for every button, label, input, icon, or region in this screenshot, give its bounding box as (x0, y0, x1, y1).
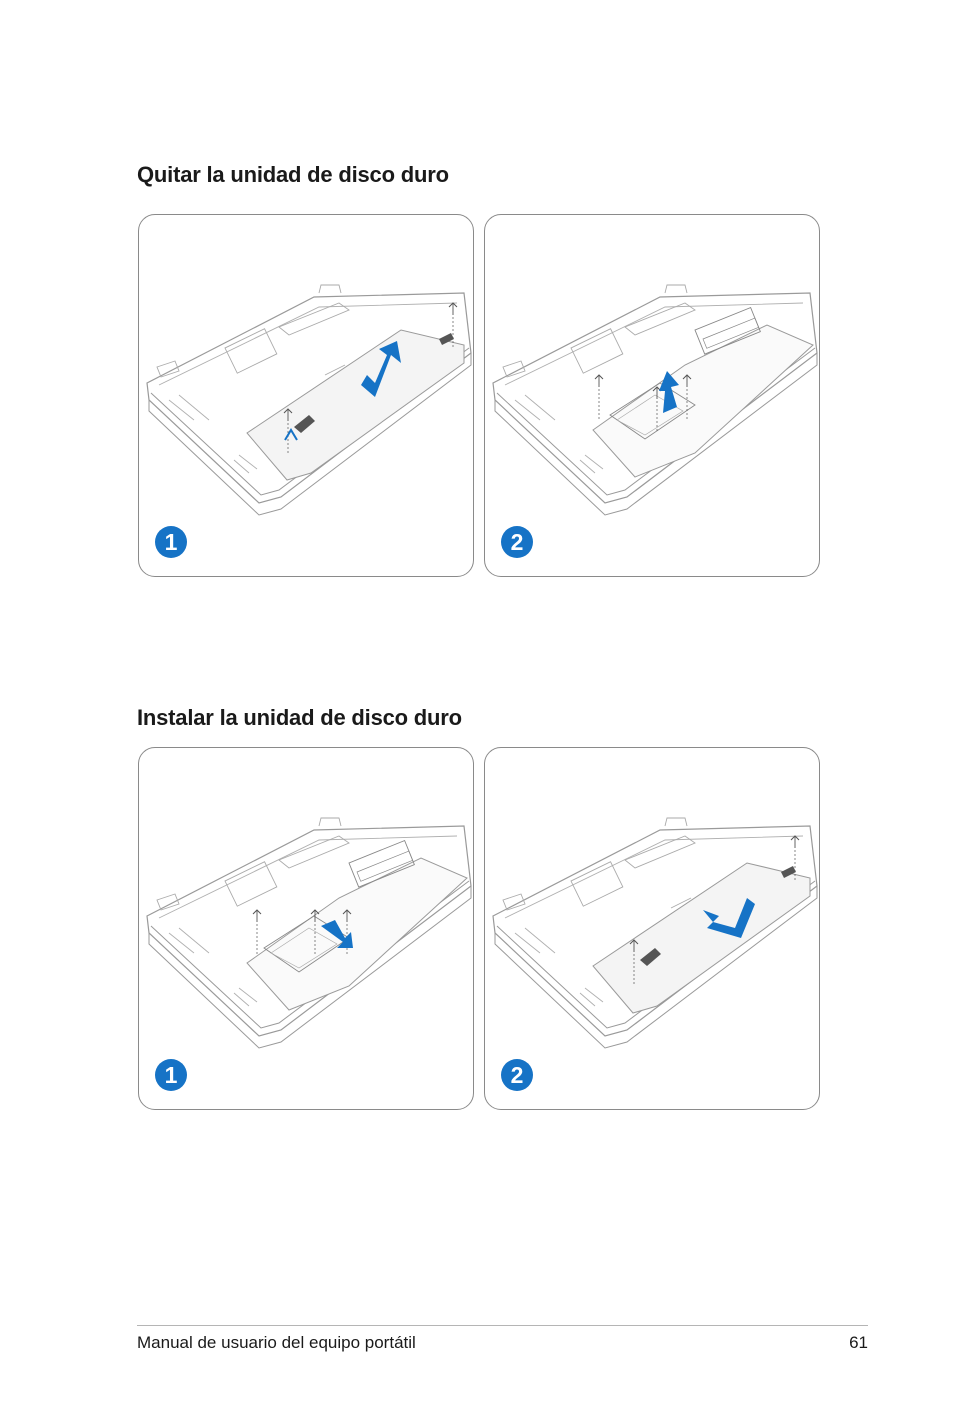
step-number-icon: 2 (501, 526, 533, 558)
section-title-remove: Quitar la unidad de disco duro (137, 162, 449, 187)
page-number: 61 (849, 1333, 868, 1352)
figure-remove-step-1 (138, 214, 474, 577)
footer-divider (137, 1325, 868, 1326)
step-number-icon: 1 (155, 526, 187, 558)
laptop-bay-illustration (139, 748, 474, 1110)
figure-install-step-1 (138, 747, 474, 1110)
step-number-icon: 2 (501, 1059, 533, 1091)
section-title-install: Instalar la unidad de disco duro (137, 705, 462, 730)
figure-remove-step-2 (484, 214, 820, 577)
laptop-cover-illustration (485, 748, 820, 1110)
step-number-icon: 1 (155, 1059, 187, 1091)
laptop-cover-illustration (139, 215, 474, 577)
figure-install-step-2 (484, 747, 820, 1110)
laptop-bay-illustration (485, 215, 820, 577)
footer-title: Manual de usuario del equipo portátil (137, 1333, 416, 1352)
